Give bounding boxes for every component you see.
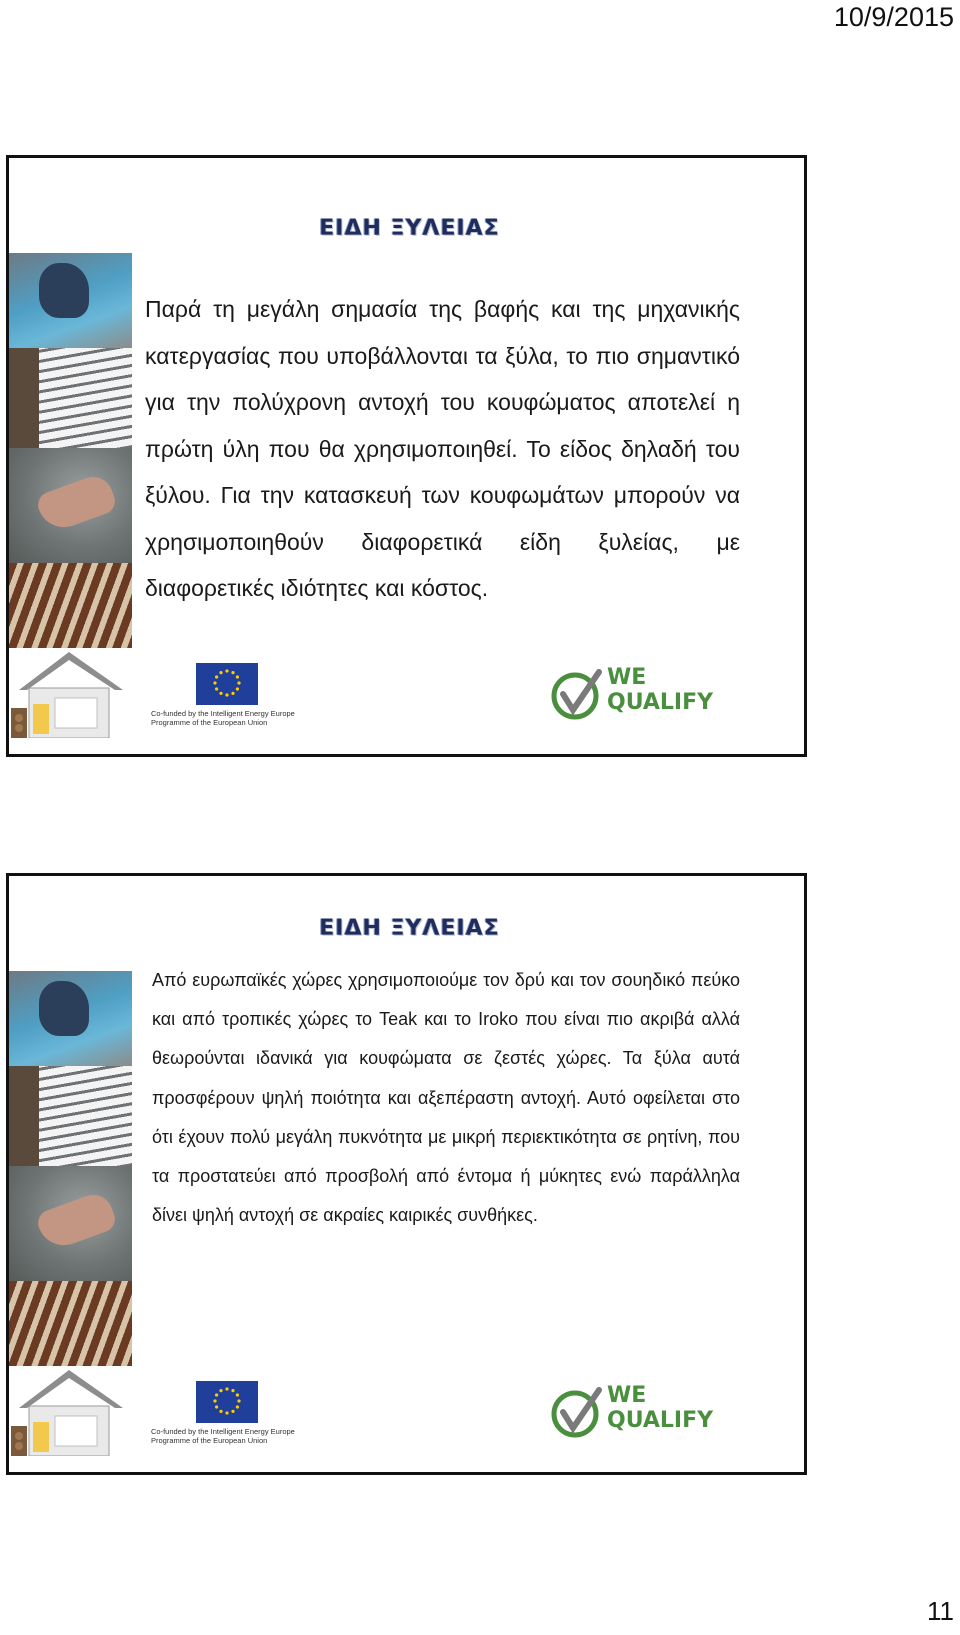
plastering-hand-photo	[9, 448, 132, 563]
house-illustration-icon	[11, 1366, 129, 1456]
pergola-photo	[9, 563, 132, 648]
eu-flag-icon	[196, 1381, 258, 1423]
window-shutter-photo	[9, 348, 132, 448]
we-qualify-logo	[549, 1384, 719, 1444]
page-number: 11	[927, 1596, 954, 1626]
roof-worker-photo	[9, 253, 132, 348]
house-illustration-icon	[11, 648, 129, 738]
checkmark-circle-icon	[549, 668, 605, 724]
eu-caption: Co-funded by the Intelligent Energy Europe Programme of the European Union	[151, 1427, 295, 1445]
logo-line-1: WE	[607, 1383, 647, 1408]
slide-body-text: Παρά τη μεγάλη σημασία της βαφής και της μηχανικής κατεργασίας που υποβάλλονται τα ξύλα, το πιο σημαντικό για την πολύχρονη αντοχή του κουφώματος αποτελεί η πρώτη ύλη που θα χρησιμοποιηθεί. Το είδος δηλαδή του ξύλου. Για την κατασκευή των κουφωμάτων μπορούν να χρησιμοποιηθούν διαφορετικά είδη ξυλείας, με διαφορετικές ιδιότητες και κόστος.	[145, 296, 740, 601]
logo-line-2: QUALIFY	[607, 690, 714, 715]
slide-title: ΕΙΔΗ ΞΥΛΕΙΑΣ	[319, 916, 500, 941]
roof-worker-photo	[9, 971, 132, 1066]
decorative-photo-strip	[9, 253, 132, 648]
decorative-photo-strip	[9, 971, 132, 1366]
eu-cofunding-block	[151, 1381, 311, 1451]
window-shutter-photo	[9, 1066, 132, 1166]
eu-flag-icon	[196, 663, 258, 705]
slide-body-text: Από ευρωπαϊκές χώρες χρησιμοποιούμε τον δρύ και τον σουηδικό πεύκο και από τροπικές χώρες το Teak και το Iroko που είναι πιο ακριβά αλλά θεωρούνται ιδανικά για κουφώματα σε ζεστές χώρες. Τα ξύλα αυτά προσφέρουν ψηλή ποιότητα και αξεπέραστη αντοχή. Αυτό οφείλεται στο ότι έχουν πολύ μεγάλη πυκνότητα με μικρή περιεκτικότητα σε ρητίνη, που τα προστατεύει από προσβολή από έντομα ή μύκητες ενώ παράλληλα δίνει ψηλή αντοχή σε ακραίες καιρικές συνθήκες.	[152, 970, 740, 1226]
we-qualify-logo	[549, 666, 719, 726]
handout-date: 10/9/2015	[833, 2, 954, 32]
plastering-hand-photo	[9, 1166, 132, 1281]
eu-caption: Co-funded by the Intelligent Energy Europe Programme of the European Union	[151, 709, 295, 727]
slide-title: ΕΙΔΗ ΞΥΛΕΙΑΣ	[319, 216, 500, 241]
checkmark-circle-icon	[549, 1386, 605, 1442]
slide-2	[6, 873, 807, 1475]
logo-line-2: QUALIFY	[607, 1408, 714, 1433]
eu-cofunding-block	[151, 663, 311, 733]
logo-line-1: WE	[607, 665, 647, 690]
slide-1	[6, 155, 807, 757]
pergola-photo	[9, 1281, 132, 1366]
